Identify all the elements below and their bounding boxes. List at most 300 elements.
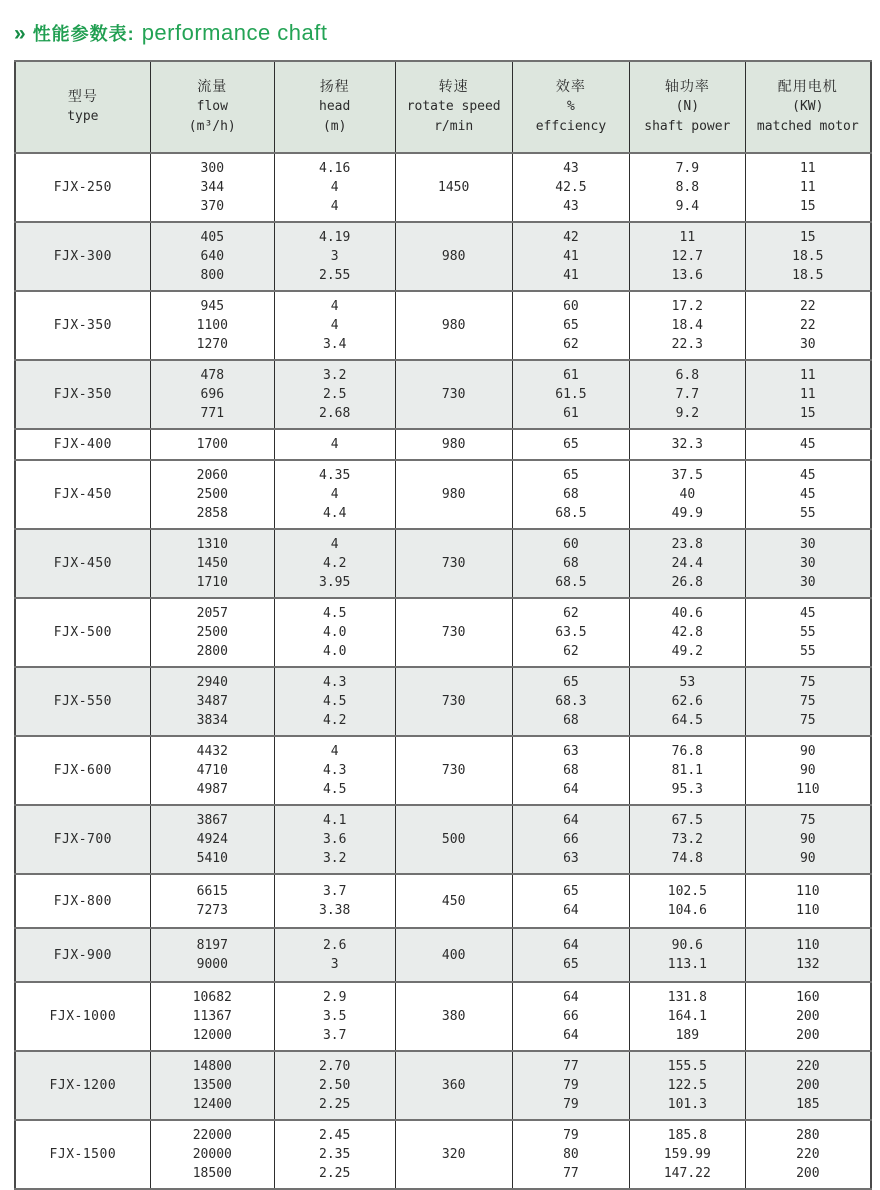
value-line: 6615 — [196, 884, 228, 899]
shaft-power-cell — [630, 360, 746, 429]
value-line: 1310 — [196, 537, 228, 552]
value-line: 11 — [799, 161, 816, 176]
value-line: 4.0 — [322, 644, 347, 659]
value-line: 41 — [563, 268, 579, 283]
efficiency-cell — [512, 529, 629, 598]
value-line: 63 — [563, 851, 579, 866]
value-line: 64.5 — [671, 713, 703, 728]
value-line: 771 — [200, 406, 225, 421]
efficiency-cell — [512, 429, 629, 460]
value-line: 104.6 — [667, 903, 707, 918]
value-line: 43 — [563, 199, 579, 214]
matched-motor-cell — [745, 736, 871, 805]
header-line: 流量 — [197, 79, 228, 95]
value-line: 77 — [563, 1166, 579, 1181]
value-line: 101.3 — [667, 1097, 707, 1112]
value-line: 3.7 — [322, 1028, 347, 1043]
value-line: 90 — [799, 744, 816, 759]
efficiency-cell — [512, 928, 629, 982]
value-line: 75 — [799, 813, 816, 828]
header-cell — [512, 61, 629, 153]
value-line: 37.5 — [671, 468, 703, 483]
value-line: 110 — [796, 938, 820, 953]
value-line: 2.5 — [322, 387, 347, 402]
value-line: 26.8 — [671, 575, 703, 590]
header-line: 扬程 — [319, 79, 350, 95]
value-line: 63.5 — [555, 625, 587, 640]
value-line: 3867 — [196, 813, 228, 828]
value-line: 8.8 — [675, 180, 700, 195]
value-line: 220 — [796, 1147, 820, 1162]
header-line: shaft power — [644, 119, 731, 134]
header-line: head — [319, 99, 351, 114]
value-line: 68 — [563, 713, 579, 728]
head-cell — [274, 460, 395, 529]
type-cell: FJX-900 — [15, 928, 150, 982]
value-line: 41 — [563, 249, 579, 264]
type-cell: FJX-350 — [15, 291, 150, 360]
table-header — [15, 61, 871, 153]
value-line: 300 — [200, 161, 225, 176]
value-line: 90 — [799, 851, 816, 866]
value-line: 2060 — [196, 468, 228, 483]
head-cell — [274, 429, 395, 460]
value-line: 200 — [796, 1009, 820, 1024]
value-line: 4987 — [196, 782, 228, 797]
value-line: 478 — [200, 368, 225, 383]
value-line: 61 — [563, 406, 579, 421]
value-line: 2.70 — [319, 1059, 351, 1074]
value-line: 18500 — [192, 1166, 232, 1181]
header-line: 型号 — [67, 89, 98, 105]
head-cell — [274, 153, 395, 222]
value-line: 30 — [799, 575, 816, 590]
speed-cell: 730 — [395, 736, 512, 805]
efficiency-cell — [512, 291, 629, 360]
matched-motor-cell — [745, 805, 871, 874]
value-line: 30 — [799, 337, 816, 352]
value-line: 200 — [796, 1166, 820, 1181]
header-line: 轴功率 — [664, 79, 710, 95]
value-line: 55 — [799, 506, 816, 521]
header-cell — [395, 61, 512, 153]
speed-cell: 380 — [395, 982, 512, 1051]
value-line: 32.3 — [671, 437, 703, 452]
head-cell — [274, 736, 395, 805]
value-line: 23.8 — [671, 537, 703, 552]
value-line: 62 — [563, 644, 579, 659]
value-line: 2.9 — [322, 990, 347, 1005]
value-line: 10682 — [192, 990, 232, 1005]
flow-cell — [150, 736, 274, 805]
value-line: 110 — [796, 903, 820, 918]
value-line: 132 — [796, 957, 820, 972]
shaft-power-cell — [630, 982, 746, 1051]
table-row — [15, 360, 871, 429]
table-row — [15, 736, 871, 805]
value-line: 3.95 — [319, 575, 351, 590]
type-cell: FJX-1200 — [15, 1051, 150, 1120]
value-line: 61 — [563, 368, 579, 383]
speed-cell: 980 — [395, 222, 512, 291]
value-line: 42.5 — [555, 180, 587, 195]
head-cell — [274, 805, 395, 874]
value-line: 65 — [563, 957, 579, 972]
speed-cell: 730 — [395, 360, 512, 429]
shaft-power-cell — [630, 598, 746, 667]
speed-cell: 1450 — [395, 153, 512, 222]
speed-cell: 980 — [395, 429, 512, 460]
efficiency-cell — [512, 1120, 629, 1189]
header-cell — [15, 61, 150, 153]
value-line: 40 — [679, 487, 696, 502]
value-line: 6.8 — [675, 368, 700, 383]
value-line: 15 — [799, 230, 816, 245]
value-line: 102.5 — [667, 884, 707, 899]
value-line: 2.45 — [319, 1128, 351, 1143]
value-line: 63 — [563, 744, 579, 759]
value-line: 8197 — [196, 938, 228, 953]
value-line: 64 — [563, 813, 579, 828]
value-line: 122.5 — [667, 1078, 707, 1093]
speed-cell: 500 — [395, 805, 512, 874]
matched-motor-cell — [745, 460, 871, 529]
header-line: effciency — [535, 119, 607, 134]
shaft-power-cell — [630, 874, 746, 928]
value-line: 1270 — [196, 337, 228, 352]
value-line: 62.6 — [671, 694, 703, 709]
value-line: 1100 — [196, 318, 228, 333]
value-line: 49.9 — [671, 506, 703, 521]
value-line: 1450 — [196, 556, 228, 571]
value-line: 7273 — [196, 903, 228, 918]
value-line: 4.5 — [322, 606, 347, 621]
value-line: 7.7 — [675, 387, 700, 402]
value-line: 147.22 — [663, 1166, 711, 1181]
value-line: 64 — [563, 903, 579, 918]
value-line: 22 — [799, 318, 816, 333]
value-line: 18.4 — [671, 318, 703, 333]
shaft-power-cell — [630, 736, 746, 805]
value-line: 2500 — [196, 625, 228, 640]
value-line: 15 — [799, 406, 816, 421]
efficiency-cell — [512, 153, 629, 222]
header-line: 效率 — [555, 79, 586, 95]
matched-motor-cell — [745, 874, 871, 928]
head-cell — [274, 529, 395, 598]
value-line: 68.5 — [555, 575, 587, 590]
value-line: 24.4 — [671, 556, 703, 571]
value-line: 90 — [799, 763, 816, 778]
header-row — [15, 61, 871, 153]
value-line: 2940 — [196, 675, 228, 690]
value-line: 4.4 — [322, 506, 347, 521]
matched-motor-cell — [745, 529, 871, 598]
value-line: 13.6 — [671, 268, 703, 283]
header-line: (KW) — [792, 99, 824, 114]
table-row — [15, 982, 871, 1051]
table-row — [15, 598, 871, 667]
value-line: 77 — [563, 1059, 579, 1074]
value-line: 90 — [799, 832, 816, 847]
header-line: 转速 — [438, 79, 469, 95]
matched-motor-cell — [745, 598, 871, 667]
shaft-power-cell — [630, 460, 746, 529]
shaft-power-cell — [630, 291, 746, 360]
value-line: 55 — [799, 644, 816, 659]
value-line: 11 — [799, 387, 816, 402]
value-line: 49.2 — [671, 644, 703, 659]
value-line: 65 — [563, 884, 579, 899]
value-line: 5410 — [196, 851, 228, 866]
value-line: 68.5 — [555, 506, 587, 521]
type-cell: FJX-300 — [15, 222, 150, 291]
matched-motor-cell — [745, 1051, 871, 1120]
value-line: 4.19 — [319, 230, 351, 245]
flow-cell — [150, 598, 274, 667]
table-row — [15, 928, 871, 982]
value-line: 405 — [200, 230, 225, 245]
flow-cell — [150, 874, 274, 928]
value-line: 4 — [330, 318, 339, 333]
value-line: 4.2 — [322, 556, 347, 571]
flow-cell — [150, 1120, 274, 1189]
head-cell — [274, 874, 395, 928]
flow-cell — [150, 1051, 274, 1120]
value-line: 17.2 — [671, 299, 703, 314]
value-line: 79 — [563, 1097, 579, 1112]
value-line: 61.5 — [555, 387, 587, 402]
flow-cell — [150, 460, 274, 529]
flow-cell — [150, 291, 274, 360]
value-line: 66 — [563, 832, 579, 847]
value-line: 14800 — [192, 1059, 232, 1074]
value-line: 4924 — [196, 832, 228, 847]
value-line: 4 — [330, 299, 339, 314]
value-line: 370 — [200, 199, 225, 214]
head-cell — [274, 928, 395, 982]
value-line: 30 — [799, 537, 816, 552]
efficiency-cell — [512, 1051, 629, 1120]
matched-motor-cell — [745, 153, 871, 222]
value-line: 11367 — [192, 1009, 232, 1024]
value-line: 75 — [799, 675, 816, 690]
value-line: 9000 — [196, 957, 228, 972]
value-line: 11 — [679, 230, 696, 245]
speed-cell: 400 — [395, 928, 512, 982]
value-line: 73.2 — [671, 832, 703, 847]
value-line: 4 — [330, 437, 339, 452]
value-line: 12000 — [192, 1028, 232, 1043]
value-line: 2.25 — [319, 1097, 351, 1112]
head-cell — [274, 1051, 395, 1120]
value-line: 200 — [796, 1078, 820, 1093]
header-cell — [274, 61, 395, 153]
value-line: 159.99 — [663, 1147, 711, 1162]
type-cell: FJX-700 — [15, 805, 150, 874]
type-cell: FJX-400 — [15, 429, 150, 460]
value-line: 76.8 — [671, 744, 703, 759]
matched-motor-cell — [745, 360, 871, 429]
value-line: 45 — [799, 468, 816, 483]
value-line: 164.1 — [667, 1009, 707, 1024]
value-line: 4.2 — [322, 713, 347, 728]
value-line: 20000 — [192, 1147, 232, 1162]
value-line: 160 — [796, 990, 820, 1005]
table-body — [15, 153, 871, 1189]
flow-cell — [150, 667, 274, 736]
head-cell — [274, 291, 395, 360]
value-line: 113.1 — [667, 957, 707, 972]
shaft-power-cell — [630, 805, 746, 874]
header-line: rotate speed — [406, 99, 501, 114]
value-line: 4710 — [196, 763, 228, 778]
value-line: 4.3 — [322, 763, 347, 778]
value-line: 4.0 — [322, 625, 347, 640]
value-line: 62 — [563, 337, 579, 352]
table-row — [15, 1051, 871, 1120]
shaft-power-cell — [630, 667, 746, 736]
value-line: 45 — [799, 437, 816, 452]
header-line: 配用电机 — [777, 79, 838, 95]
header-line: matched motor — [756, 119, 859, 134]
value-line: 15 — [799, 199, 816, 214]
table-row — [15, 1120, 871, 1189]
head-cell — [274, 360, 395, 429]
type-cell: FJX-450 — [15, 529, 150, 598]
value-line: 2.6 — [322, 938, 347, 953]
head-cell — [274, 598, 395, 667]
header-line: (m) — [322, 119, 347, 134]
value-line: 68 — [563, 763, 579, 778]
value-line: 68 — [563, 487, 579, 502]
section-title-en: performance chaft — [141, 20, 328, 45]
value-line: 11 — [799, 180, 816, 195]
header-cell — [745, 61, 871, 153]
value-line: 64 — [563, 990, 579, 1005]
type-cell: FJX-450 — [15, 460, 150, 529]
value-line: 2057 — [196, 606, 228, 621]
value-line: 4.16 — [319, 161, 351, 176]
table-row — [15, 460, 871, 529]
efficiency-cell — [512, 736, 629, 805]
value-line: 18.5 — [792, 249, 824, 264]
value-line: 2.25 — [319, 1166, 351, 1181]
double-chevron-icon: » — [14, 22, 26, 45]
value-line: 12.7 — [671, 249, 703, 264]
efficiency-cell — [512, 360, 629, 429]
value-line: 11 — [799, 368, 816, 383]
value-line: 2858 — [196, 506, 228, 521]
value-line: 30 — [799, 556, 816, 571]
value-line: 2.50 — [319, 1078, 351, 1093]
type-cell: FJX-600 — [15, 736, 150, 805]
value-line: 1710 — [196, 575, 228, 590]
value-line: 4.35 — [319, 468, 351, 483]
value-line: 4432 — [196, 744, 228, 759]
value-line: 945 — [200, 299, 225, 314]
efficiency-cell — [512, 222, 629, 291]
header-line: flow — [196, 99, 228, 114]
value-line: 2.68 — [319, 406, 351, 421]
value-line: 79 — [563, 1128, 579, 1143]
value-line: 131.8 — [667, 990, 707, 1005]
matched-motor-cell — [745, 982, 871, 1051]
type-cell: FJX-800 — [15, 874, 150, 928]
value-line: 4 — [330, 537, 339, 552]
flow-cell — [150, 222, 274, 291]
table-row — [15, 153, 871, 222]
value-line: 75 — [799, 713, 816, 728]
section-title — [14, 20, 872, 46]
value-line: 42 — [563, 230, 579, 245]
flow-cell — [150, 529, 274, 598]
table-row — [15, 805, 871, 874]
value-line: 53 — [679, 675, 696, 690]
value-line: 60 — [563, 299, 579, 314]
speed-cell: 320 — [395, 1120, 512, 1189]
efficiency-cell — [512, 598, 629, 667]
value-line: 344 — [200, 180, 225, 195]
value-line: 3.2 — [322, 368, 347, 383]
value-line: 200 — [796, 1028, 820, 1043]
shaft-power-cell — [630, 1120, 746, 1189]
head-cell — [274, 1120, 395, 1189]
performance-table — [14, 60, 872, 1190]
value-line: 18.5 — [792, 268, 824, 283]
table-row — [15, 874, 871, 928]
efficiency-cell — [512, 460, 629, 529]
value-line: 110 — [796, 782, 820, 797]
value-line: 65 — [563, 675, 579, 690]
value-line: 13500 — [192, 1078, 232, 1093]
head-cell — [274, 667, 395, 736]
value-line: 4.5 — [322, 782, 347, 797]
value-line: 7.9 — [675, 161, 700, 176]
speed-cell: 360 — [395, 1051, 512, 1120]
value-line: 42.8 — [671, 625, 703, 640]
value-line: 185 — [796, 1097, 820, 1112]
value-line: 80 — [563, 1147, 579, 1162]
value-line: 4.3 — [322, 675, 347, 690]
value-line: 110 — [796, 884, 820, 899]
value-line: 74.8 — [671, 851, 703, 866]
value-line: 3.2 — [322, 851, 347, 866]
value-line: 4 — [330, 199, 339, 214]
value-line: 2800 — [196, 644, 228, 659]
flow-cell — [150, 153, 274, 222]
value-line: 1700 — [196, 437, 228, 452]
table-row — [15, 222, 871, 291]
flow-cell — [150, 928, 274, 982]
matched-motor-cell — [745, 291, 871, 360]
matched-motor-cell — [745, 928, 871, 982]
table-row — [15, 429, 871, 460]
value-line: 4 — [330, 487, 339, 502]
value-line: 66 — [563, 1009, 579, 1024]
value-line: 65 — [563, 468, 579, 483]
value-line: 280 — [796, 1128, 820, 1143]
value-line: 3487 — [196, 694, 228, 709]
header-line: r/min — [434, 119, 474, 134]
shaft-power-cell — [630, 222, 746, 291]
value-line: 45 — [799, 606, 816, 621]
table-row — [15, 667, 871, 736]
value-line: 79 — [563, 1078, 579, 1093]
efficiency-cell — [512, 805, 629, 874]
value-line: 65 — [563, 318, 579, 333]
value-line: 90.6 — [671, 938, 703, 953]
